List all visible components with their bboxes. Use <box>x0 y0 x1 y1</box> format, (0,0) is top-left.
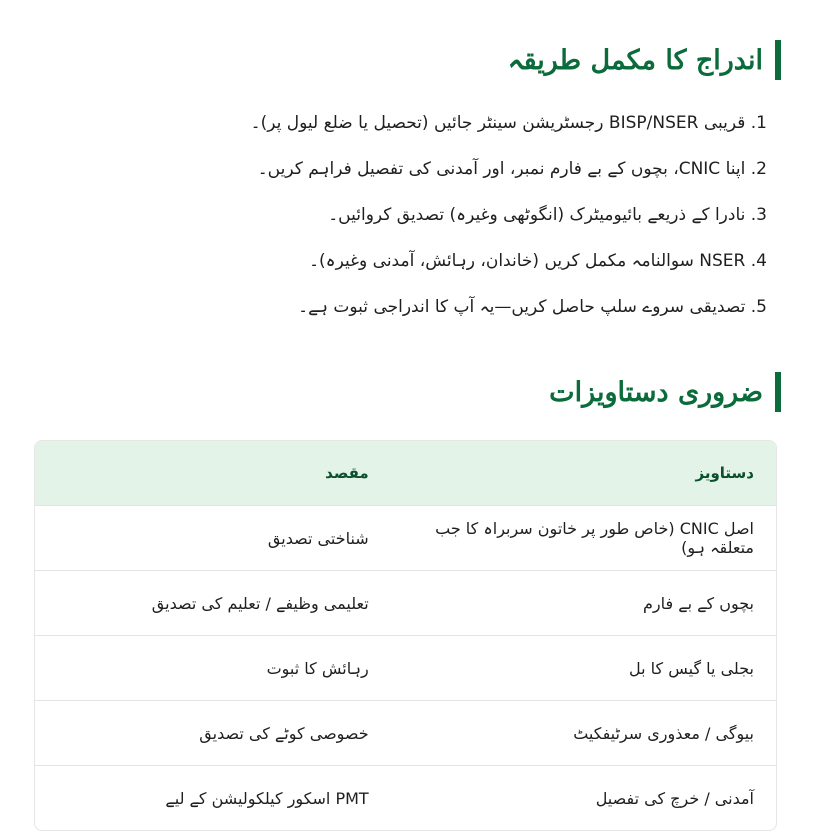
table-row <box>35 700 776 765</box>
registration-steps-list <box>67 100 767 330</box>
step-item-5: 5. تصدیقی سروے سلپ حاصل کریں—یہ آپ کا اندراجی ثبوت ہے۔ <box>298 297 767 317</box>
step-item-4: 4. NSER سوالنامہ مکمل کریں (خاندان، رہائش، آمدنی وغیرہ)۔ <box>309 251 767 271</box>
cell-purpose: شناختی تصدیق <box>267 528 369 548</box>
cell-purpose: PMT اسکور کیلکولیشن کے لیے <box>165 788 369 808</box>
section-title-registration: اندراج کا مکمل طریقہ <box>507 44 763 76</box>
cell-document: اصل CNIC (خاص طور پر خاتون سربراہ کا جب متعلقہ ہو) <box>435 519 754 557</box>
cell-purpose: رہائش کا ثبوت <box>266 658 369 678</box>
documents-table <box>34 440 777 831</box>
section-heading-registration <box>508 40 781 80</box>
step-item-3: 3. نادرا کے ذریعے بائیومیٹرک (انگوٹھی وغیرہ) تصدیق کروائیں۔ <box>328 205 767 225</box>
cell-document: بچوں کے بے فارم <box>642 593 754 613</box>
table-row <box>35 505 776 570</box>
step-item-1: 1. قریبی BISP/NSER رجسٹریشن سینٹر جائیں (تحصیل یا ضلع لیول پر)۔ <box>250 113 767 133</box>
cell-document: بیوگی / معذوری سرٹیفکیٹ <box>573 723 754 743</box>
table-header-row <box>35 441 776 505</box>
table-row <box>35 635 776 700</box>
table-row <box>35 570 776 635</box>
step-item-2: 2. اپنا CNIC، بچوں کے بے فارم نمبر، اور آمدنی کی تفصیل فراہم کریں۔ <box>257 159 767 179</box>
cell-document: بجلی یا گیس کا بل <box>629 658 754 678</box>
table-row <box>35 765 776 830</box>
heading-accent-bar <box>775 372 781 412</box>
column-header-document: دستاویز <box>695 464 754 482</box>
section-title-documents: ضروری دستاویزات <box>549 376 763 408</box>
cell-purpose: خصوصی کوٹے کی تصدیق <box>199 723 369 743</box>
column-header-purpose: مقصد <box>325 464 369 482</box>
heading-accent-bar <box>775 40 781 80</box>
section-heading-documents <box>549 372 781 412</box>
cell-purpose: تعلیمی وظیفے / تعلیم کی تصدیق <box>151 593 369 613</box>
cell-document: آمدنی / خرچ کی تفصیل <box>595 788 754 808</box>
